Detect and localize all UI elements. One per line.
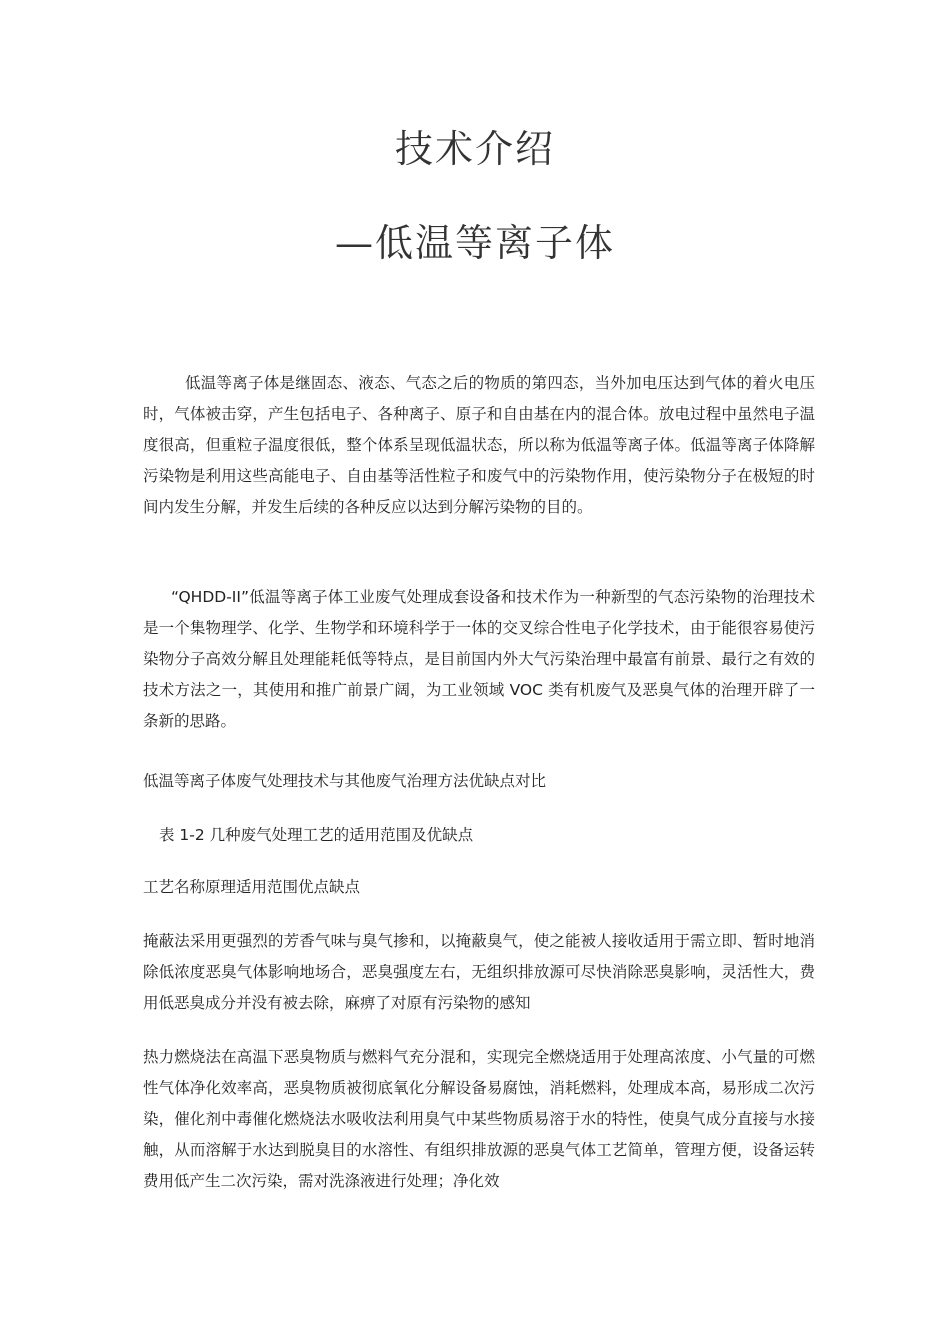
thermal-combustion-paragraph: 热力燃烧法在高温下恶臭物质与燃料气充分混和，实现完全燃烧适用于处理高浓度、小气量的可燃性气体净化效率高，恶臭物质被彻底氧化分解设备易腐蚀，消耗燃料，处理成本高，易形成二次污染，催化剂中毒催化燃烧法水吸收法利用臭气中某些物质易溶于水的特性，使臭气成分直接与水接触，从而溶解于水达到脱臭目的水溶性、有组织排放源的恶臭气体工艺简单，管理方便，设备运转费用低产生二次污染，需对洗涤液进行处理；净化效 xyxy=(143,1048,815,1190)
comparison-heading: 低温等离子体废气处理技术与其他废气治理方法优缺点对比 xyxy=(143,772,547,790)
masking-method-paragraph: 掩蔽法采用更强烈的芳香气味与臭气掺和，以掩蔽臭气，使之能被人接收适用于需立即、暂时地消除低浓度恶臭气体影响地场合，恶臭强度左右，无组织排放源可尽快消除恶臭影响，灵活性大，费用低恶臭成分并没有被去除，麻痹了对原有污染物的感知 xyxy=(143,932,815,1012)
table-header-row: 工艺名称原理适用范围优点缺点 xyxy=(143,878,361,896)
page-subtitle: —低温等离子体 xyxy=(334,221,615,265)
page-title: 技术介绍 xyxy=(394,127,555,171)
table-caption: 表 1-2 几种废气处理工艺的适用范围及优缺点 xyxy=(159,826,474,844)
qhdd-paragraph: “QHDD-II”低温等离子体工业废气处理成套设备和技术作为一种新型的气态污染物的治理技术是一个集物理学、化学、生物学和环境科学于一体的交叉综合性电子化学技术，由于能很容易使污染物分子高效分解且处理能耗低等特点，是目前国内外大气污染治理中最富有前景、最行之有效的技术方法之一，其使用和推广前景广阔，为工业领域 VOC 类有机废气及恶臭气体的治理开辟了一条新的思路。 xyxy=(143,588,815,730)
intro-paragraph: 低温等离子体是继固态、液态、气态之后的物质的第四态，当外加电压达到气体的着火电压时，气体被击穿，产生包括电子、各种离子、原子和自由基在内的混合体。放电过程中虽然电子温度很高，但重粒子温度很低，整个体系呈现低温状态，所以称为低温等离子体。低温等离子体降解污染物是利用这些高能电子、自由基等活性粒子和废气中的污染物作用，使污染物分子在极短的时间内发生分解，并发生后续的各种反应以达到分解污染物的目的。 xyxy=(143,374,815,516)
